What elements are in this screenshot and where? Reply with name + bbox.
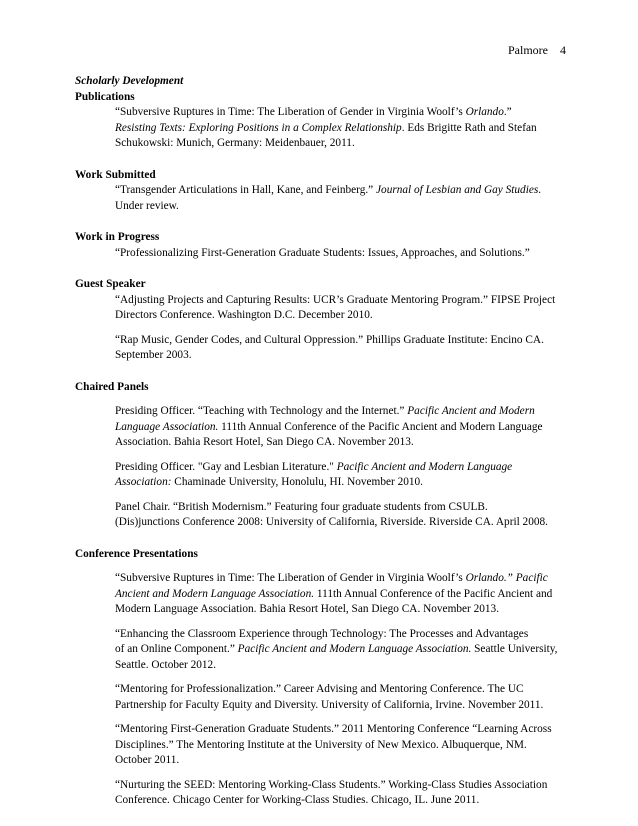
work-in-progress-entry: “Professionalizing First-Generation Graduate Students: Issues, Approaches, and Solutions.” (115, 246, 530, 259)
heading-conference-presentations: Conference Presentations (75, 547, 198, 560)
guest-speaker-entry: “Rap Music, Gender Codes, and Cultural Oppression.” Phillips Graduate Institute: Encino CA. September 2003. (115, 333, 544, 361)
chaired-panel-entry: Panel Chair. “British Modernism.” Featuring four graduate students from CSULB. (Dis)junctions Conference 2008: University of California, Riverside. Riverside CA. April 2008. (115, 500, 548, 528)
chaired-panel-entry: Presiding Officer. “Teaching with Technology and the Internet.” Pacific Ancient and Modern Language Association. 111th Annual Conference of the Pacific Ancient and Modern Language Association. Bahia Resort Hotel, San Diego CA. November 2013. (115, 405, 543, 448)
presentation-entry: “Mentoring First-Generation Graduate Students.” 2011 Mentoring Conference “Learning Across Disciplines.” The Mentoring Institute at the University of New Mexico. Albuquerque, NM. October 2011. (115, 723, 552, 766)
heading-chaired-panels: Chaired Panels (75, 380, 149, 393)
work-submitted-entry: “Transgender Articulations in Hall, Kane, and Feinberg.” Journal of Lesbian and Gay Studies. Under review. (115, 184, 542, 212)
header-author: Palmore (508, 43, 548, 57)
presentation-entry: “Subversive Ruptures in Time: The Liberation of Gender in Virginia Woolf’s Orlando.” Pacific Ancient and Modern Language Association. 111th Annual Conference of the Pacific Ancient and Modern Language Association. Bahia Resort Hotel, San Diego CA. November 2013. (115, 572, 553, 615)
section-title-scholarly-development: Scholarly Development (75, 75, 184, 87)
presentation-entry: “Nurturing the SEED: Mentoring Working-Class Students.” Working-Class Studies Association Conference. Chicago Center for Working-Class Studies. Chicago, IL. June 2011. (115, 778, 548, 806)
page-number: 4 (560, 43, 566, 57)
publication-line-2: Resisting Texts: Exploring Positions in a Complex Relationship. Eds Brigitte Rath and Stefan (115, 121, 537, 134)
presentation-entry: “Enhancing the Classroom Experience through Technology: The Processes and Advantages of an Online Component.” Pacific Ancient and Modern Language Association. Seattle University, Seattle. October 2012. (115, 627, 558, 671)
publication-line-1: “Subversive Ruptures in Time: The Liberation of Gender in Virginia Woolf’s Orlando.” (115, 106, 512, 118)
heading-publications: Publications (75, 90, 135, 103)
heading-guest-speaker: Guest Speaker (75, 278, 146, 290)
publication-entry (75, 105, 565, 152)
heading-work-in-progress: Work in Progress (75, 231, 160, 243)
guest-speaker-entry: “Adjusting Projects and Capturing Results: UCR’s Graduate Mentoring Program.” FIPSE Project Directors Conference. Washington D.C. December 2010. (115, 293, 556, 321)
heading-work-submitted: Work Submitted (75, 168, 156, 181)
running-header (508, 43, 566, 57)
cv-content (75, 74, 565, 809)
publication-line-3: Schukowski: Munich, Germany: Meidenbauer, 2011. (115, 137, 355, 149)
chaired-panel-entry: Presiding Officer. "Gay and Lesbian Literature." Pacific Ancient and Modern Language Association: Chaminade University, Honolulu, HI. November 2010. (115, 460, 513, 488)
presentation-entry: “Mentoring for Professionalization.” Career Advising and Mentoring Conference. The UC Partnership for Faculty Equity and Diversity. University of California, Irvine. November 2011. (115, 683, 544, 711)
